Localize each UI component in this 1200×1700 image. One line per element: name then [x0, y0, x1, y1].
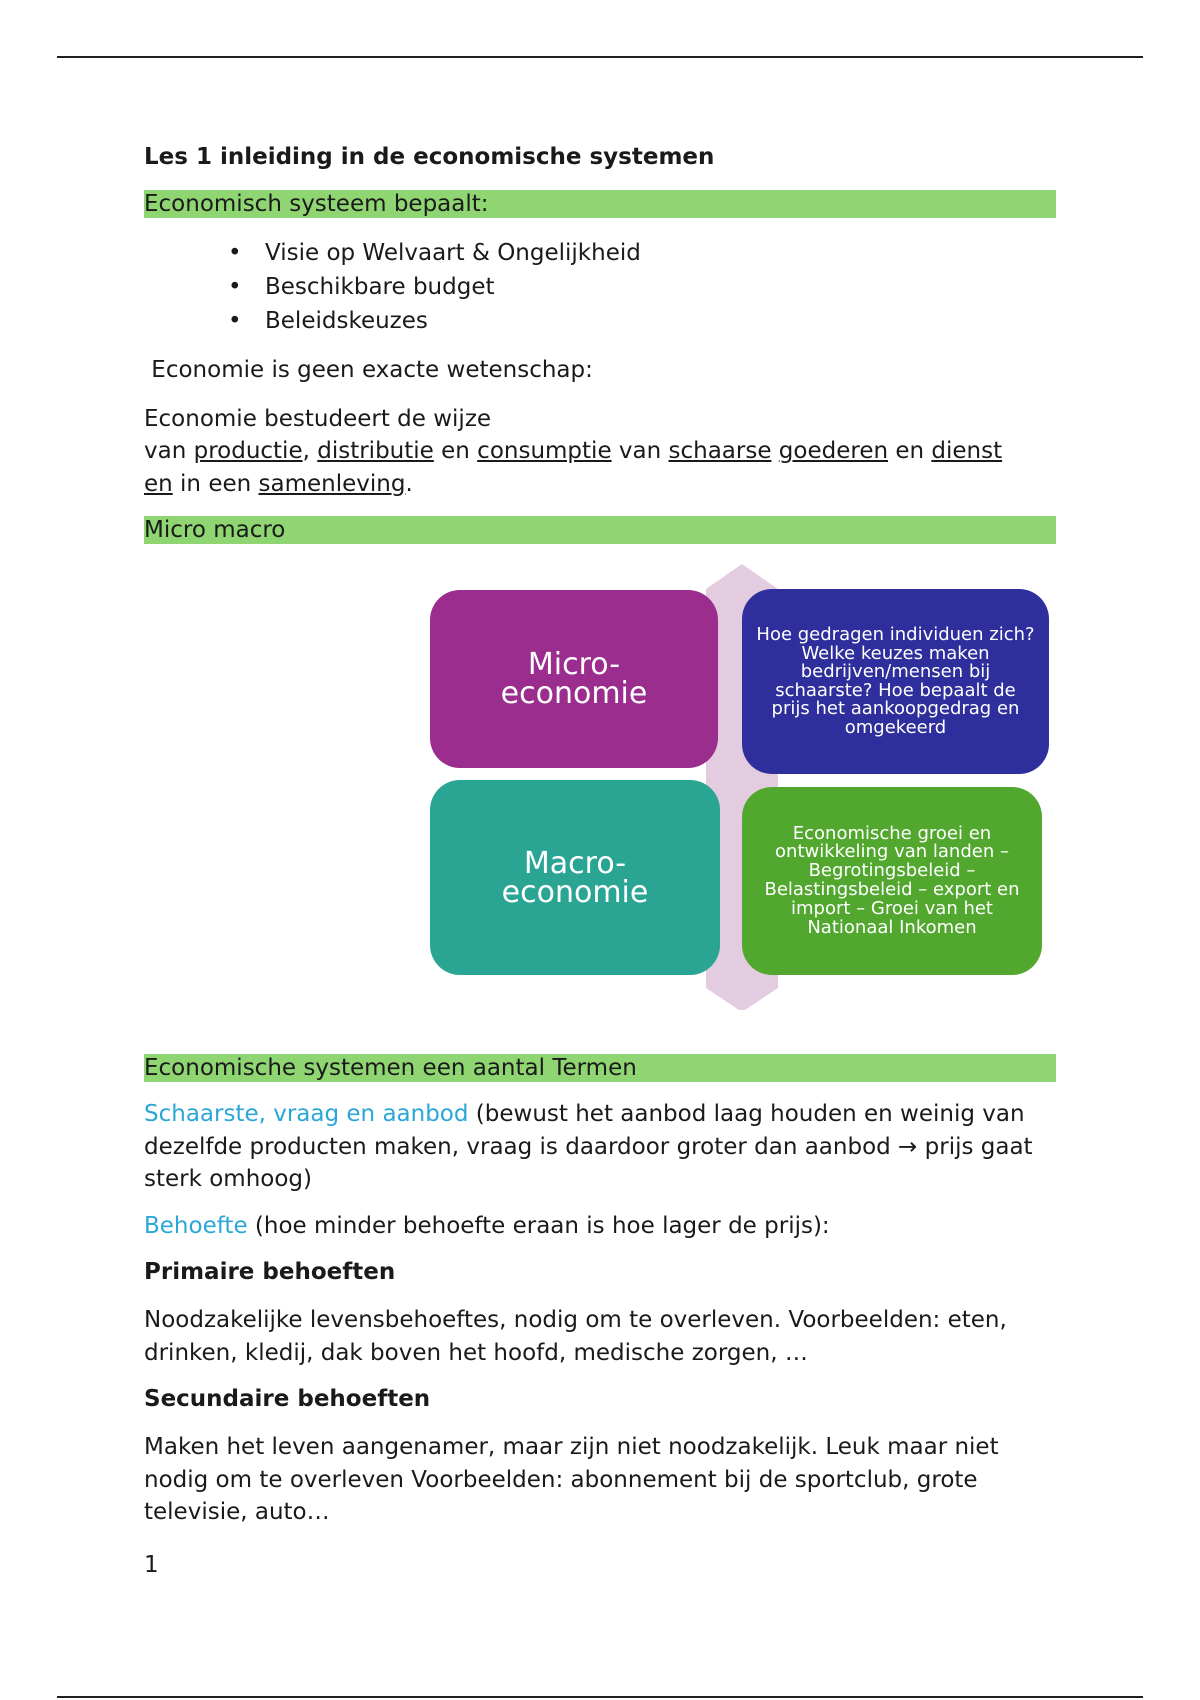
definition-line1: Economie bestudeert de wijze: [144, 405, 492, 432]
term-dienst: dienst: [931, 438, 1003, 464]
macro-economie-description: [742, 787, 1042, 975]
term-schaarste-vraag-aanbod: Schaarste, vraag en aanbod: [144, 1101, 469, 1127]
document-body: [144, 140, 1056, 1581]
text-fragment: in een: [172, 470, 259, 497]
text-fragment: en: [433, 438, 478, 464]
text-fragment: [771, 438, 778, 464]
micro-economie-box: [430, 590, 718, 768]
paragraph-definition: [144, 403, 1056, 501]
page-number: 1: [144, 1551, 159, 1578]
macro-economie-label: Macro- economie: [501, 845, 649, 910]
micro-description-text: Hoe gedragen individuen zich? Welke keuzes maken bedrijven/mensen bij schaarste? Hoe bepaalt de prijs het aankoopgedrag en omgekeerd: [756, 624, 1035, 738]
term-consumptie: consumptie: [477, 438, 612, 464]
term-schaarse: schaarse: [668, 438, 772, 464]
paragraph-exact: Economie is geen exacte wetenschap:: [144, 357, 593, 383]
text-fragment: .: [405, 470, 413, 497]
text-fragment: en: [888, 438, 932, 464]
micro-macro-diagram: [144, 544, 1056, 1010]
paragraph-schaarste: [144, 1098, 1056, 1196]
document-title: Les 1 inleiding in de economische systemen: [144, 144, 715, 170]
section-heading-micro-macro: Micro macro: [144, 516, 1056, 544]
section-heading-termen: Economische systemen een aantal Termen: [144, 1054, 1056, 1082]
term-goederen: goederen: [778, 438, 889, 464]
paragraph-behoefte: [144, 1210, 1056, 1243]
term-distributie: distributie: [317, 438, 434, 464]
text-fragment: van: [611, 438, 669, 464]
term-en: en: [144, 470, 173, 497]
list-item: • Visie op Welvaart & Ongelijkheid: [144, 236, 1056, 270]
bullet-list: [144, 236, 1056, 338]
paragraph-secundaire: Maken het leven aangenamer, maar zijn niet noodzakelijk. Leuk maar niet nodig om te overleven Voorbeelden: abonnement bij de sportclub, grote televisie, auto…: [144, 1434, 999, 1525]
term-behoefte: Behoefte: [144, 1212, 248, 1239]
macro-economie-box: [430, 780, 720, 975]
header-rule: [57, 56, 1143, 58]
list-item: • Beleidskeuzes: [144, 304, 1056, 338]
term-samenleving: samenleving: [258, 470, 406, 497]
text-fragment: ,: [302, 438, 318, 464]
heading-primaire-behoeften: Primaire behoeften: [144, 1259, 396, 1285]
schaarste-text: (bewust het aanbod laag houden en weinig van dezelfde producten maken, vraag is daardoor groter dan aanbod → prijs gaat sterk omhoog): [144, 1101, 1033, 1192]
behoefte-text: (hoe minder behoefte eraan is hoe lager de prijs):: [247, 1212, 830, 1239]
footer-rule: [57, 1696, 1143, 1698]
micro-economie-label: Micro- economie: [500, 647, 648, 711]
text-fragment: van: [144, 438, 194, 464]
micro-economie-description: [742, 589, 1049, 774]
heading-secundaire-behoeften: Secundaire behoeften: [144, 1386, 431, 1412]
section-heading-systeem: Economisch systeem bepaalt:: [144, 190, 1056, 218]
macro-description-text: Economische groei en ontwikkeling van landen – Begrotingsbeleid – Belastingsbeleid – export en import – Groei van het Nationaal Inkomen: [764, 822, 1020, 938]
term-productie: productie: [193, 438, 303, 464]
paragraph-primaire: Noodzakelijke levensbehoeftes, nodig om te overleven. Voorbeelden: eten, drinken, kledij, dak boven het hoofd, medische zorgen, …: [144, 1307, 1007, 1366]
list-item: • Beschikbare budget: [144, 270, 1056, 304]
